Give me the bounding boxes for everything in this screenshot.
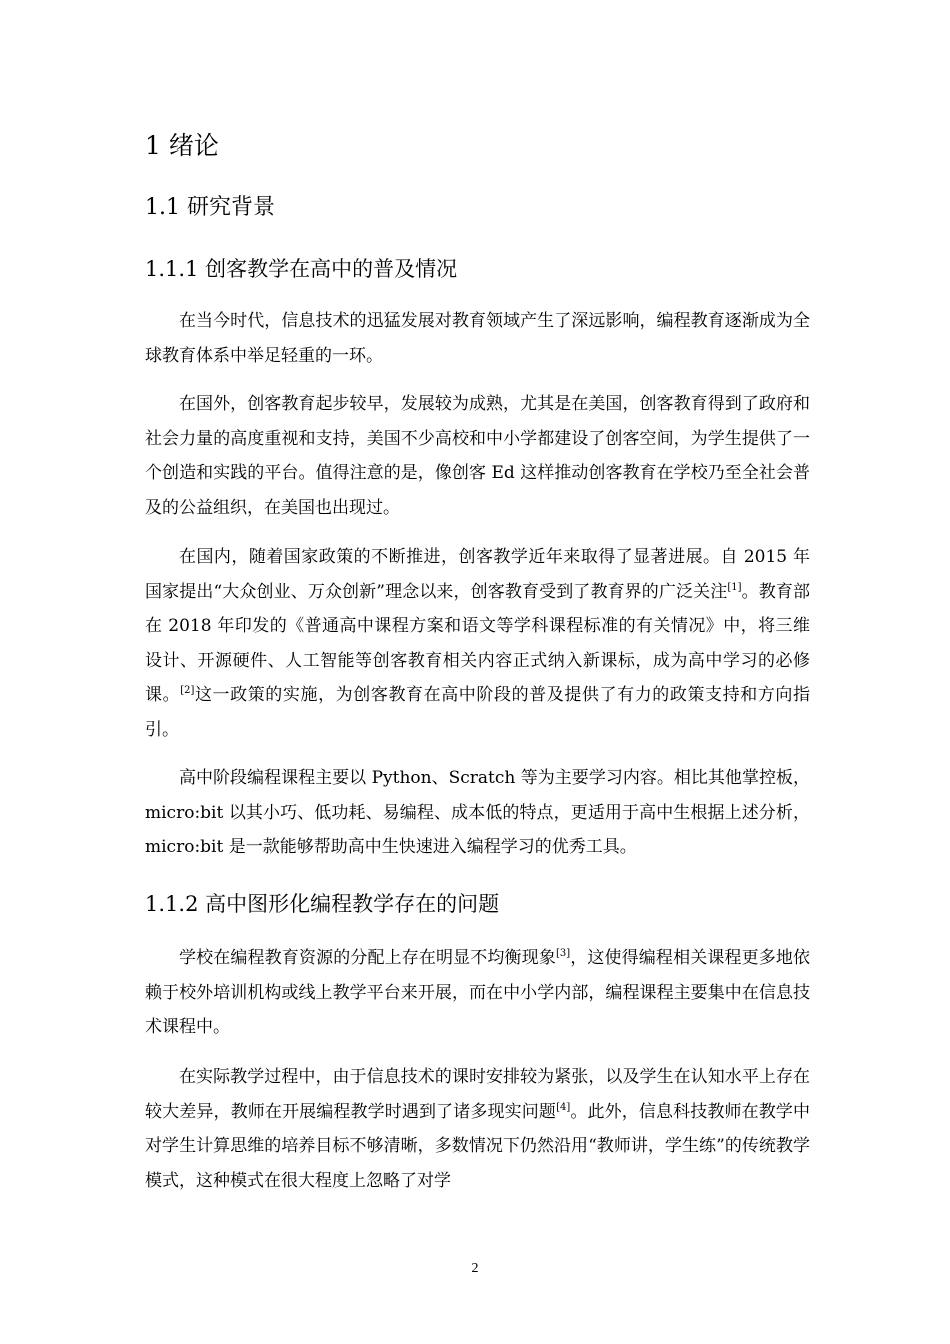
paragraph-6-text-b: 。此外，信息科技教师在教学中对学生计算思维的培养目标不够清晰，多数情况下仍然沿用“教师讲，学生练”的传统教学模式，这种模式在很大程度上忽略了对学 — [145, 1101, 811, 1191]
citation-1: [1] — [727, 581, 742, 593]
paragraph-1: 在当今时代，信息技术的迅猛发展对教育领域产生了深远影响，编程教育逐渐成为全球教育体系中举足轻重的一环。 — [145, 311, 810, 366]
subsection-heading-1: 1.1.1 创客教学在高中的普及情况 — [145, 257, 458, 281]
citation-3: [3] — [555, 948, 571, 959]
paragraph-5 — [145, 941, 810, 1045]
paragraph-6-text-a: 在实际教学过程中，由于信息技术的课时安排较为紧张，以及学生在认知水平上存在较大差异，教师在开展编程教学时遇到了诸多现实问题 — [145, 1067, 810, 1122]
paragraph-5-text-b: ，这使得编程相关课程更多地依赖于校外培训机构或线上教学平台来开展，而在中小学内部，编程课程主要集中在信息技术课程中。 — [145, 948, 811, 1037]
paragraph-5-text-a: 学校在编程教育资源的分配上存在明显不均衡现象 — [179, 948, 556, 968]
chapter-heading: 1 绪论 — [145, 131, 219, 160]
page-number: 2 — [471, 1261, 479, 1276]
paragraph-4: 高中阶段编程课程主要以 Python、Scratch 等为主要学习内容。相比其他掌控板，micro:bit 以其小巧、低功耗、易编程、成本低的特点，更适用于高中生根据上述分析，micro:bit 是一款能够帮助高中生快速进入编程学习的优秀工具。 — [145, 768, 810, 857]
paragraph-3-text-a: 在国内，随着国家政策的不断推进，创客教学近年来取得了显著进展。自 2015 年国家提出“大众创业、万众创新”理念以来，创客教育受到了教育界的广泛关注 — [145, 547, 810, 602]
paragraph-3-text-c: 这一政策的实施，为创客教育在高中阶段的普及提供了有力的政策支持和方向指引。 — [145, 685, 811, 740]
paragraph-6 — [145, 1060, 810, 1198]
citation-4: [4] — [556, 1101, 571, 1113]
subsection-heading-2: 1.1.2 高中图形化编程教学存在的问题 — [145, 892, 500, 916]
section-heading: 1.1 研究背景 — [145, 195, 275, 220]
citation-2: [2] — [180, 685, 195, 696]
paragraph-3 — [145, 540, 810, 747]
paragraph-2: 在国外，创客教育起步较早，发展较为成熟，尤其是在美国，创客教育得到了政府和社会力量的高度重视和支持，美国不少高校和中小学都建设了创客空间，为学生提供了一个创造和实践的平台。值得注意的是，像创客 Ed 这样推动创客教育在学校乃至全社会普及的公益组织，在美国也出现过。 — [145, 394, 810, 518]
paragraph-3-text-b: 。教育部在 2018 年印发的《普通高中课程方案和语文等学科课程标准的有关情况》中，将三维设计、开源硬件、人工智能等创客教育相关内容正式纳入新课标，成为高中学习的必修课。 — [145, 581, 811, 705]
